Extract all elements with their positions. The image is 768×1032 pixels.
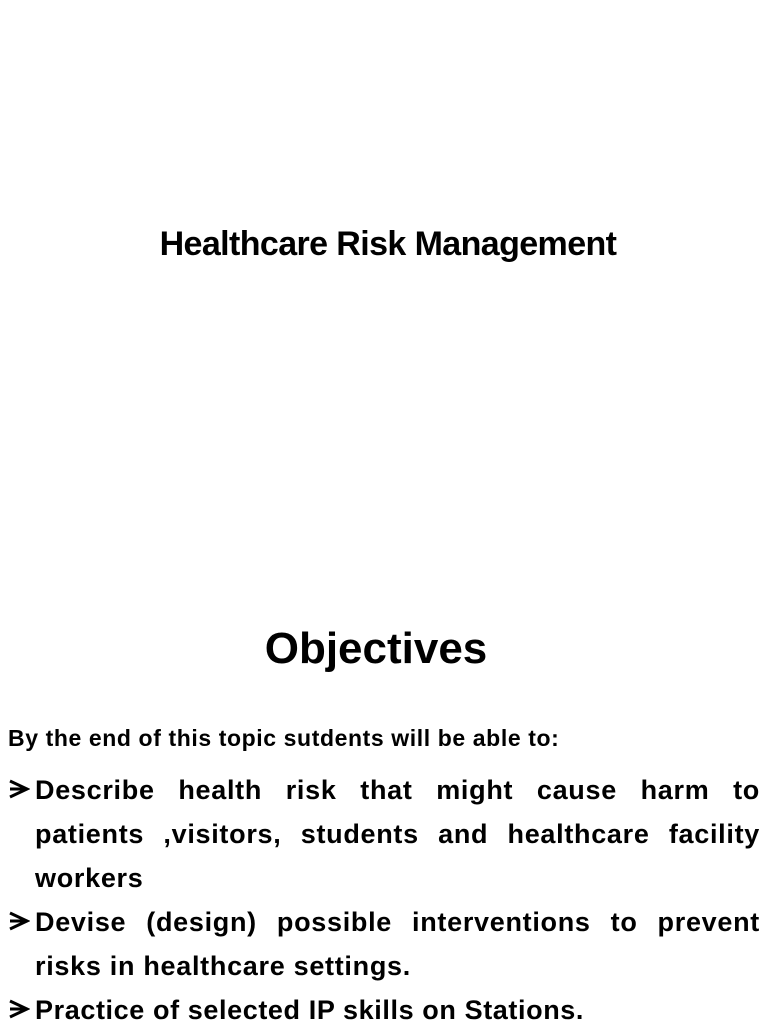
objectives-heading: Objectives — [264, 624, 488, 673]
objective-text: Describe health risk that might cause harm to patients ,visitors, students and healthcare facility workers — [35, 775, 760, 893]
objectives-intro: By the end of this topic sutdents will be able to: — [8, 725, 560, 751]
objective-text: Practice of selected IP skills on Stations. — [35, 995, 585, 1025]
objectives-slide — [0, 576, 768, 1024]
objective-item — [8, 768, 760, 900]
objectives-list — [8, 768, 760, 1032]
objective-text: Devise (design) possible interventions to prevent risks in healthcare settings. — [35, 907, 760, 981]
objective-item — [8, 988, 760, 1032]
arrow-bullet-icon — [8, 998, 30, 1020]
slide-title: Healthcare Risk Management — [159, 225, 617, 263]
arrow-bullet-icon — [8, 910, 30, 932]
objective-item — [8, 900, 760, 988]
arrow-bullet-icon — [8, 778, 30, 800]
